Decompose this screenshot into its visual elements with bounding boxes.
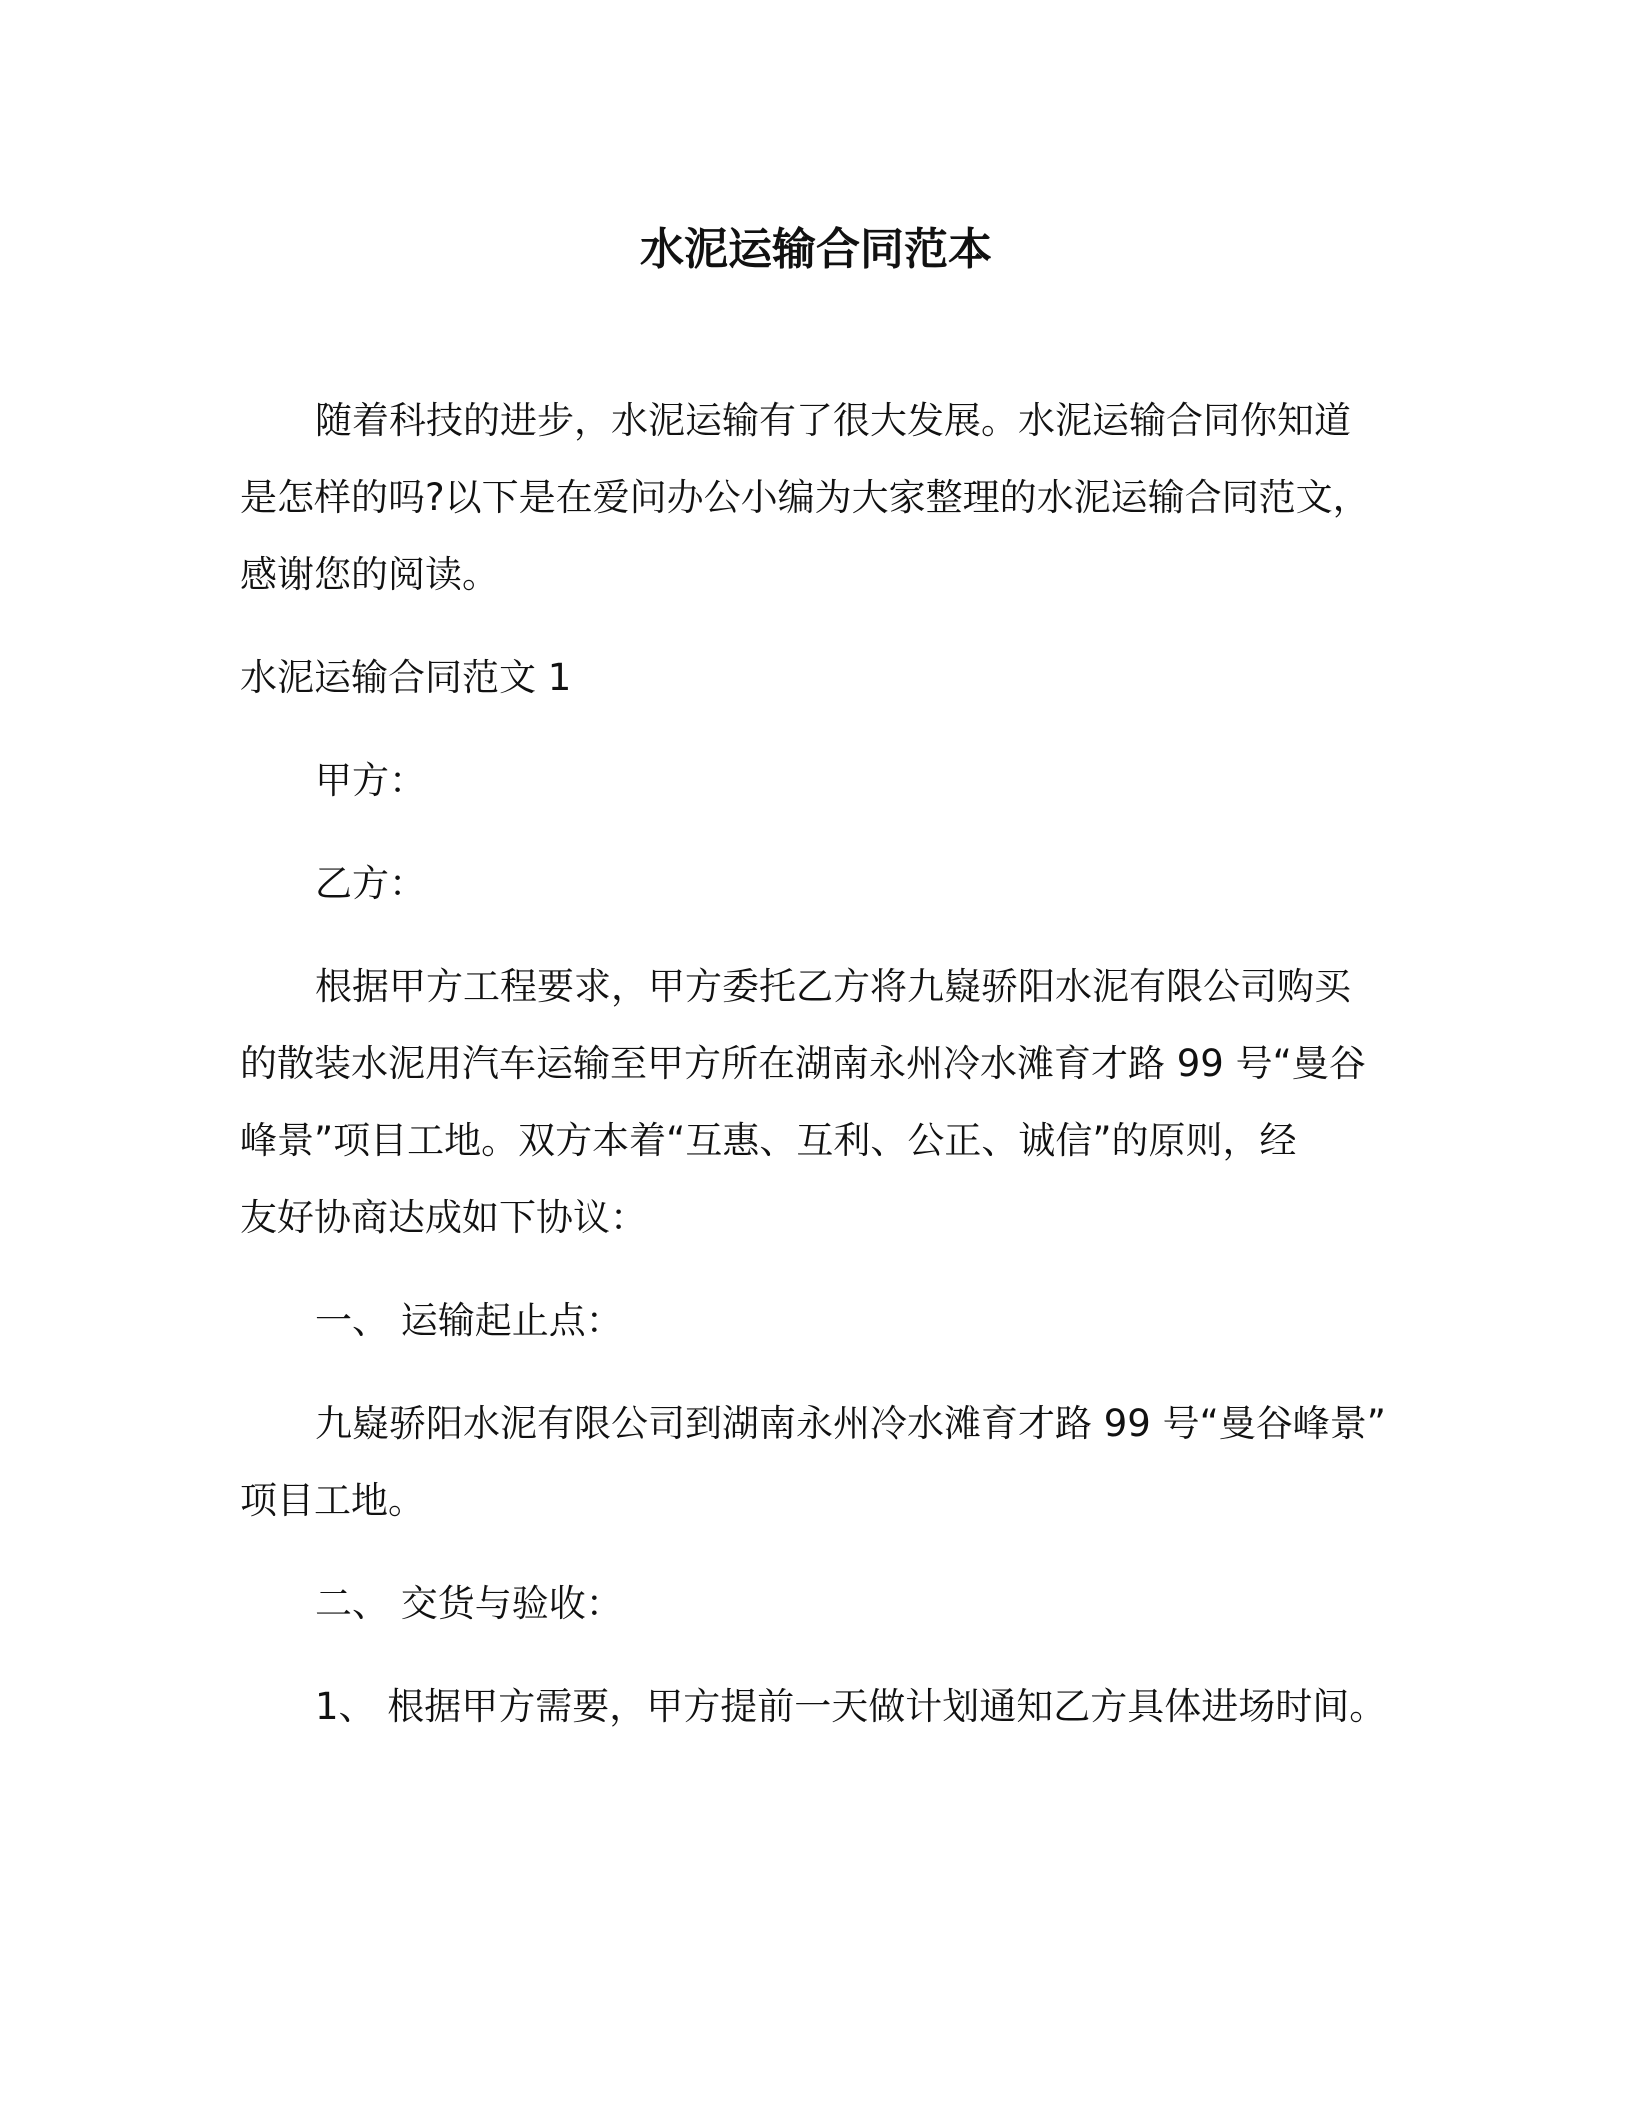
section-heading: 水泥运输合同范文 1 [240,656,572,699]
intro-line-2: 是怎样的吗?以下是在爱问办公小编为大家整理的水泥运输合同范文， [240,476,1370,519]
clause-2-heading: 二、 交货与验收： [315,1582,623,1625]
clause-1-body-line-2: 项目工地。 [240,1479,425,1522]
party-b-label: 乙方： [315,862,426,905]
clause-1-body-line-1: 九嶷骄阳水泥有限公司到湖南永州冷水滩育才路 99 号“曼谷峰景” [315,1402,1386,1445]
party-a-label: 甲方： [315,759,426,802]
preamble-line-4: 友好协商达成如下协议： [240,1196,647,1239]
preamble-line-2: 的散装水泥用汽车运输至甲方所在湖南永州冷水滩育才路 99 号“曼谷 [240,1042,1366,1085]
preamble-line-3: 峰景”项目工地。双方本着“互惠、互利、公正、诚信”的原则，经 [240,1119,1297,1162]
document-title: 水泥运输合同范本 [640,224,992,275]
intro-line-1: 随着科技的进步，水泥运输有了很大发展。水泥运输合同你知道 [315,399,1351,442]
preamble-line-1: 根据甲方工程要求，甲方委托乙方将九嶷骄阳水泥有限公司购买 [315,965,1351,1008]
intro-line-3: 感谢您的阅读。 [240,553,499,596]
clause-2-item-1: 1、 根据甲方需要，甲方提前一天做计划通知乙方具体进场时间。 [315,1685,1387,1728]
clause-1-heading: 一、 运输起止点： [315,1299,623,1342]
